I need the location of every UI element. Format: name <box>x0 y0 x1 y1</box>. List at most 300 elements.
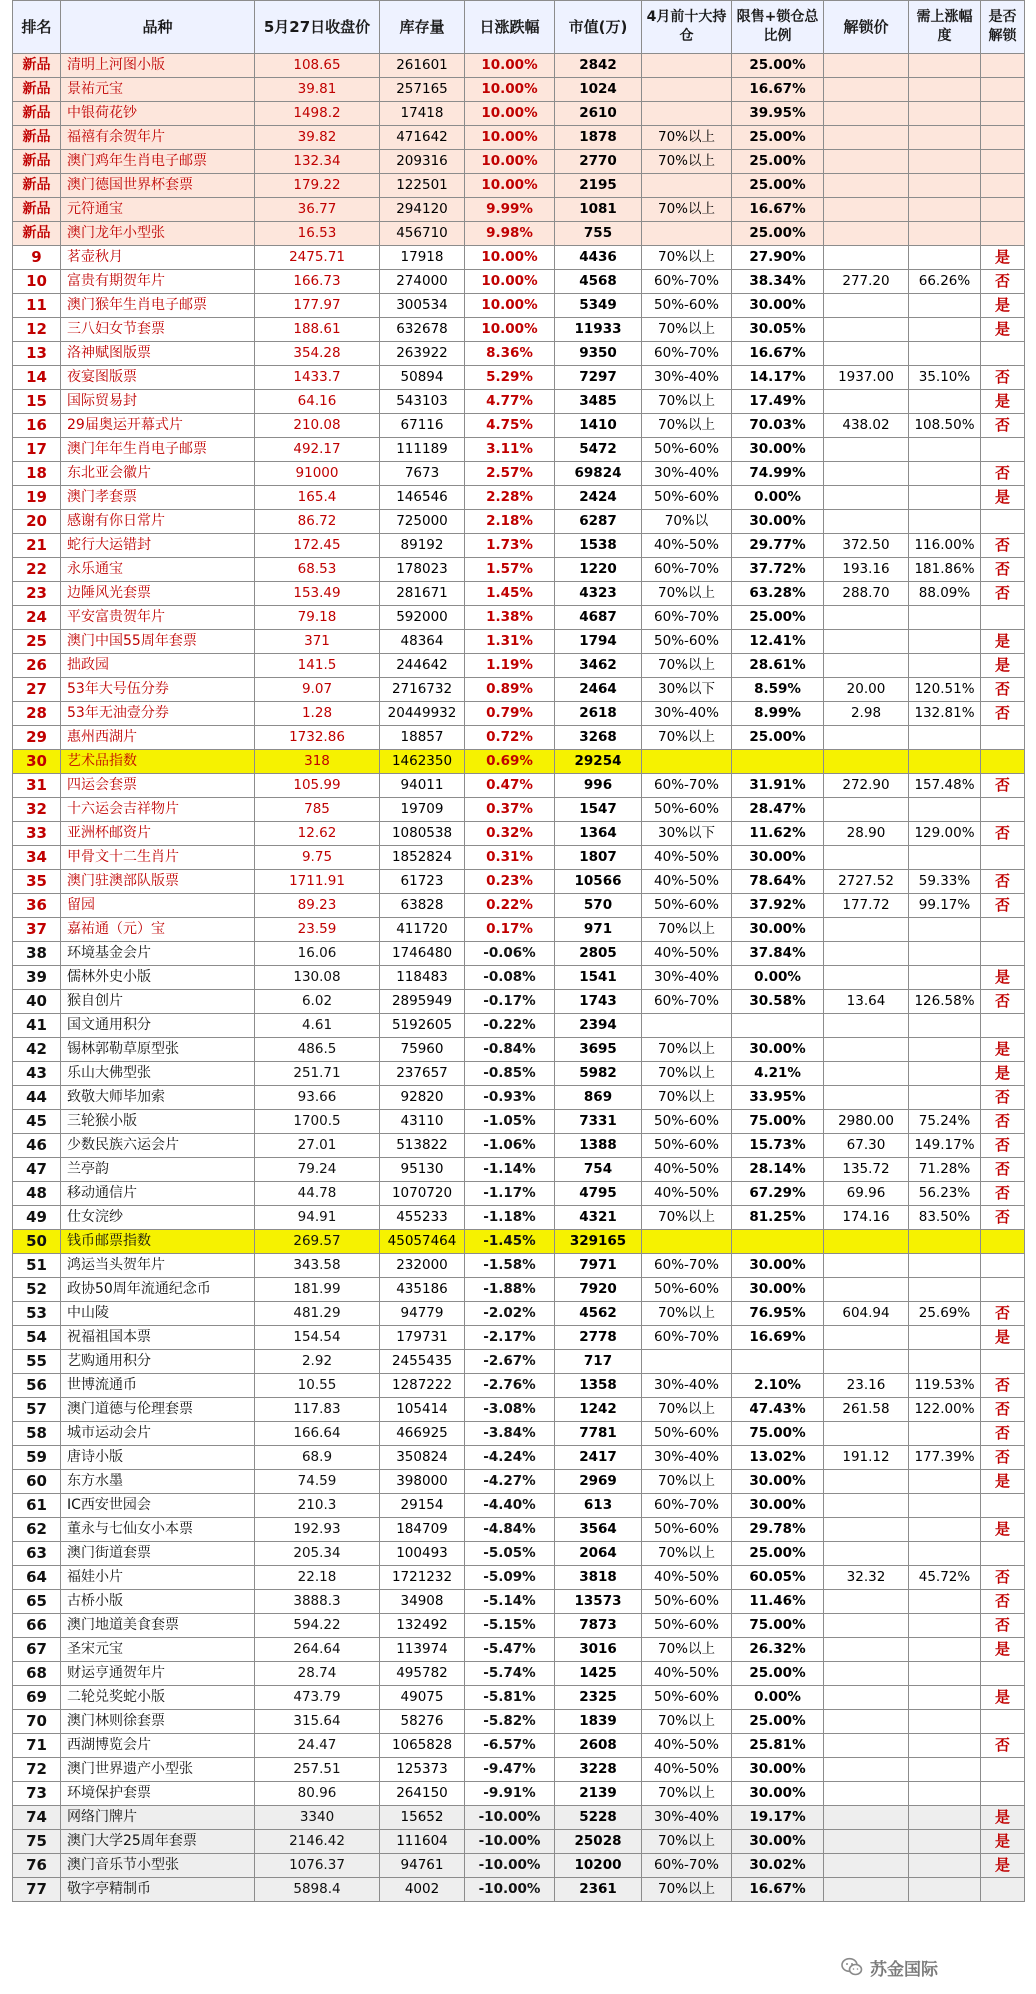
cell-variety: 澳门街道套票 <box>61 1542 255 1566</box>
cell-variety: 53年大号伍分券 <box>61 678 255 702</box>
cell-variety: 国际贸易封 <box>61 390 255 414</box>
cell-restricted-ratio <box>732 750 824 774</box>
cell-close-price: 79.18 <box>255 606 380 630</box>
cell-rank: 47 <box>13 1158 61 1182</box>
cell-rank: 44 <box>13 1086 61 1110</box>
cell-unlocked: 否 <box>981 1422 1025 1446</box>
cell-rank: 新品 <box>13 102 61 126</box>
cell-variety: 致敬大师毕加索 <box>61 1086 255 1110</box>
cell-restricted-ratio: 70.03% <box>732 414 824 438</box>
cell-stock: 7673 <box>380 462 465 486</box>
table-row <box>13 1446 1025 1470</box>
cell-rank: 71 <box>13 1734 61 1758</box>
table-row <box>13 558 1025 582</box>
table-row <box>13 1350 1025 1374</box>
cell-unlocked <box>981 1278 1025 1302</box>
table-row <box>13 1158 1025 1182</box>
cell-unlock-price <box>824 150 909 174</box>
cell-daily-change: 4.77% <box>465 390 555 414</box>
cell-unlock-price <box>824 390 909 414</box>
wechat-icon <box>840 1955 864 1979</box>
cell-daily-change: 10.00% <box>465 54 555 78</box>
cell-required-rise <box>909 942 981 966</box>
cell-required-rise <box>909 1422 981 1446</box>
cell-market-value: 2778 <box>555 1326 642 1350</box>
cell-top10-holdings: 50%-60% <box>642 1278 732 1302</box>
cell-variety: 敬字亭精制币 <box>61 1878 255 1902</box>
cell-stock: 19709 <box>380 798 465 822</box>
cell-unlock-price <box>824 1758 909 1782</box>
cell-required-rise: 83.50% <box>909 1206 981 1230</box>
header-close-price: 5月27日收盘价 <box>255 1 380 54</box>
cell-close-price: 16.06 <box>255 942 380 966</box>
table-body <box>13 54 1025 1902</box>
cell-unlock-price: 193.16 <box>824 558 909 582</box>
cell-restricted-ratio: 2.10% <box>732 1374 824 1398</box>
cell-daily-change: 10.00% <box>465 270 555 294</box>
cell-close-price: 132.34 <box>255 150 380 174</box>
cell-required-rise <box>909 1614 981 1638</box>
cell-top10-holdings: 70%以上 <box>642 1086 732 1110</box>
cell-restricted-ratio: 30.00% <box>732 1830 824 1854</box>
cell-rank: 61 <box>13 1494 61 1518</box>
cell-unlock-price: 272.90 <box>824 774 909 798</box>
table-row <box>13 1494 1025 1518</box>
table-row <box>13 174 1025 198</box>
cell-unlock-price <box>824 222 909 246</box>
table-row <box>13 1422 1025 1446</box>
cell-restricted-ratio: 17.49% <box>732 390 824 414</box>
cell-restricted-ratio: 25.00% <box>732 1662 824 1686</box>
cell-rank: 59 <box>13 1446 61 1470</box>
cell-top10-holdings: 60%-70% <box>642 1326 732 1350</box>
cell-close-price: 210.08 <box>255 414 380 438</box>
cell-unlock-price: 438.02 <box>824 414 909 438</box>
table-row <box>13 414 1025 438</box>
cell-close-price: 68.9 <box>255 1446 380 1470</box>
cell-unlocked <box>981 1230 1025 1254</box>
cell-required-rise: 66.26% <box>909 270 981 294</box>
cell-stock: 45057464 <box>380 1230 465 1254</box>
cell-rank: 新品 <box>13 174 61 198</box>
cell-close-price: 5898.4 <box>255 1878 380 1902</box>
cell-unlock-price <box>824 630 909 654</box>
cell-top10-holdings: 60%-70% <box>642 774 732 798</box>
cell-market-value: 4687 <box>555 606 642 630</box>
cell-daily-change: -0.08% <box>465 966 555 990</box>
table-row <box>13 1830 1025 1854</box>
cell-market-value: 2842 <box>555 54 642 78</box>
cell-unlock-price <box>824 1230 909 1254</box>
table-row <box>13 486 1025 510</box>
cell-unlocked <box>981 174 1025 198</box>
cell-required-rise: 132.81% <box>909 702 981 726</box>
table-row <box>13 126 1025 150</box>
cell-daily-change: -1.58% <box>465 1254 555 1278</box>
cell-unlocked <box>981 222 1025 246</box>
cell-required-rise <box>909 462 981 486</box>
cell-market-value: 5472 <box>555 438 642 462</box>
cell-daily-change: 2.28% <box>465 486 555 510</box>
cell-required-rise <box>909 1230 981 1254</box>
cell-unlocked: 否 <box>981 1374 1025 1398</box>
cell-unlocked <box>981 1542 1025 1566</box>
cell-required-rise: 177.39% <box>909 1446 981 1470</box>
cell-restricted-ratio: 30.00% <box>732 846 824 870</box>
cell-top10-holdings: 40%-50% <box>642 870 732 894</box>
cell-required-rise: 108.50% <box>909 414 981 438</box>
cell-rank: 30 <box>13 750 61 774</box>
cell-variety: 东北亚会徽片 <box>61 462 255 486</box>
cell-required-rise <box>909 1470 981 1494</box>
cell-top10-holdings: 50%-60% <box>642 438 732 462</box>
cell-unlock-price <box>824 1662 909 1686</box>
cell-unlocked: 否 <box>981 822 1025 846</box>
cell-close-price: 91000 <box>255 462 380 486</box>
cell-required-rise <box>909 1662 981 1686</box>
cell-market-value: 1547 <box>555 798 642 822</box>
cell-required-rise <box>909 1878 981 1902</box>
cell-unlock-price: 604.94 <box>824 1302 909 1326</box>
table-row <box>13 966 1025 990</box>
cell-variety: 永乐通宝 <box>61 558 255 582</box>
cell-restricted-ratio: 63.28% <box>732 582 824 606</box>
cell-restricted-ratio: 25.00% <box>732 1542 824 1566</box>
cell-restricted-ratio: 25.00% <box>732 726 824 750</box>
cell-daily-change: -4.40% <box>465 1494 555 1518</box>
cell-market-value: 1220 <box>555 558 642 582</box>
header-rank: 排名 <box>13 1 61 54</box>
cell-unlock-price: 2727.52 <box>824 870 909 894</box>
cell-unlocked: 否 <box>981 1614 1025 1638</box>
cell-required-rise <box>909 918 981 942</box>
cell-daily-change: 4.75% <box>465 414 555 438</box>
cell-market-value: 2361 <box>555 1878 642 1902</box>
cell-variety: 甲骨文十二生肖片 <box>61 846 255 870</box>
cell-unlocked: 否 <box>981 582 1025 606</box>
cell-restricted-ratio: 39.95% <box>732 102 824 126</box>
cell-required-rise <box>909 1806 981 1830</box>
cell-top10-holdings: 50%-60% <box>642 1422 732 1446</box>
cell-rank: 73 <box>13 1782 61 1806</box>
cell-market-value: 755 <box>555 222 642 246</box>
cell-close-price: 154.54 <box>255 1326 380 1350</box>
cell-restricted-ratio: 74.99% <box>732 462 824 486</box>
cell-daily-change: 0.72% <box>465 726 555 750</box>
cell-unlock-price <box>824 1326 909 1350</box>
cell-daily-change: 1.45% <box>465 582 555 606</box>
cell-restricted-ratio: 19.17% <box>732 1806 824 1830</box>
cell-restricted-ratio: 30.58% <box>732 990 824 1014</box>
cell-unlocked <box>981 78 1025 102</box>
cell-variety: 富贵有期贺年片 <box>61 270 255 294</box>
cell-unlocked: 否 <box>981 1446 1025 1470</box>
cell-required-rise <box>909 78 981 102</box>
cell-unlocked: 否 <box>981 1134 1025 1158</box>
cell-restricted-ratio: 75.00% <box>732 1422 824 1446</box>
cell-variety: 四运会套票 <box>61 774 255 798</box>
cell-stock: 2895949 <box>380 990 465 1014</box>
cell-unlock-price <box>824 1854 909 1878</box>
cell-close-price: 108.65 <box>255 54 380 78</box>
cell-required-rise <box>909 198 981 222</box>
cell-unlock-price <box>824 1638 909 1662</box>
cell-rank: 23 <box>13 582 61 606</box>
cell-variety: 澳门中国55周年套票 <box>61 630 255 654</box>
cell-restricted-ratio: 28.61% <box>732 654 824 678</box>
cell-stock: 244642 <box>380 654 465 678</box>
cell-daily-change: 2.18% <box>465 510 555 534</box>
cell-daily-change: 1.38% <box>465 606 555 630</box>
cell-unlock-price <box>824 918 909 942</box>
cell-rank: 52 <box>13 1278 61 1302</box>
cell-daily-change: -1.18% <box>465 1206 555 1230</box>
cell-market-value: 3228 <box>555 1758 642 1782</box>
cell-top10-holdings: 30%-40% <box>642 1374 732 1398</box>
table-row <box>13 750 1025 774</box>
cell-close-price: 9.75 <box>255 846 380 870</box>
cell-restricted-ratio: 81.25% <box>732 1206 824 1230</box>
cell-market-value: 4436 <box>555 246 642 270</box>
cell-close-price: 1732.86 <box>255 726 380 750</box>
cell-daily-change: -5.81% <box>465 1686 555 1710</box>
cell-required-rise <box>909 342 981 366</box>
table-row <box>13 870 1025 894</box>
cell-stock: 1070720 <box>380 1182 465 1206</box>
cell-close-price: 166.73 <box>255 270 380 294</box>
cell-market-value: 3564 <box>555 1518 642 1542</box>
cell-unlocked <box>981 126 1025 150</box>
cell-restricted-ratio: 28.47% <box>732 798 824 822</box>
cell-stock: 94761 <box>380 1854 465 1878</box>
cell-variety: 东方水墨 <box>61 1470 255 1494</box>
cell-daily-change: 0.22% <box>465 894 555 918</box>
cell-required-rise <box>909 606 981 630</box>
cell-market-value: 971 <box>555 918 642 942</box>
cell-market-value: 1081 <box>555 198 642 222</box>
cell-unlocked <box>981 1758 1025 1782</box>
cell-top10-holdings: 70%以上 <box>642 390 732 414</box>
cell-close-price: 1076.37 <box>255 1854 380 1878</box>
cell-required-rise <box>909 726 981 750</box>
cell-top10-holdings <box>642 750 732 774</box>
cell-close-price: 486.5 <box>255 1038 380 1062</box>
cell-variety: 元符通宝 <box>61 198 255 222</box>
cell-close-price: 79.24 <box>255 1158 380 1182</box>
cell-close-price: 371 <box>255 630 380 654</box>
cell-close-price: 1498.2 <box>255 102 380 126</box>
cell-rank: 66 <box>13 1614 61 1638</box>
cell-rank: 43 <box>13 1062 61 1086</box>
cell-daily-change: -1.14% <box>465 1158 555 1182</box>
cell-required-rise: 129.00% <box>909 822 981 846</box>
cell-market-value: 4321 <box>555 1206 642 1230</box>
cell-market-value: 1839 <box>555 1710 642 1734</box>
cell-stock: 294120 <box>380 198 465 222</box>
cell-stock: 111604 <box>380 1830 465 1854</box>
cell-close-price: 117.83 <box>255 1398 380 1422</box>
cell-close-price: 23.59 <box>255 918 380 942</box>
cell-unlock-price: 261.58 <box>824 1398 909 1422</box>
cell-restricted-ratio: 60.05% <box>732 1566 824 1590</box>
cell-daily-change: -0.22% <box>465 1014 555 1038</box>
cell-unlock-price <box>824 654 909 678</box>
cell-variety: 澳门道德与伦理套票 <box>61 1398 255 1422</box>
cell-unlocked: 否 <box>981 1206 1025 1230</box>
cell-daily-change: 0.17% <box>465 918 555 942</box>
cell-unlock-price <box>824 1590 909 1614</box>
cell-market-value: 2610 <box>555 102 642 126</box>
cell-market-value: 1425 <box>555 1662 642 1686</box>
cell-restricted-ratio: 37.92% <box>732 894 824 918</box>
cell-variety: 嘉祐通（元）宝 <box>61 918 255 942</box>
cell-rank: 42 <box>13 1038 61 1062</box>
cell-daily-change: -10.00% <box>465 1878 555 1902</box>
header-market-value: 市值(万) <box>555 1 642 54</box>
cell-close-price: 2146.42 <box>255 1830 380 1854</box>
cell-top10-holdings: 30%-40% <box>642 462 732 486</box>
cell-top10-holdings: 70%以上 <box>642 654 732 678</box>
cell-restricted-ratio: 16.67% <box>732 198 824 222</box>
cell-market-value: 1410 <box>555 414 642 438</box>
watermark <box>840 1952 1016 1982</box>
table-row <box>13 54 1025 78</box>
cell-top10-holdings: 30%-40% <box>642 1446 732 1470</box>
cell-restricted-ratio: 30.00% <box>732 1758 824 1782</box>
cell-unlock-price <box>824 102 909 126</box>
cell-stock: 725000 <box>380 510 465 534</box>
cell-rank: 60 <box>13 1470 61 1494</box>
cell-market-value: 717 <box>555 1350 642 1374</box>
cell-unlock-price: 1937.00 <box>824 366 909 390</box>
cell-close-price: 153.49 <box>255 582 380 606</box>
cell-unlocked: 是 <box>981 486 1025 510</box>
cell-stock: 17918 <box>380 246 465 270</box>
cell-unlocked: 否 <box>981 414 1025 438</box>
cell-stock: 125373 <box>380 1758 465 1782</box>
cell-stock: 43110 <box>380 1110 465 1134</box>
cell-unlock-price <box>824 1782 909 1806</box>
cell-top10-holdings: 40%-50% <box>642 1182 732 1206</box>
cell-rank: 36 <box>13 894 61 918</box>
cell-top10-holdings <box>642 102 732 126</box>
cell-unlocked: 否 <box>981 1158 1025 1182</box>
cell-market-value: 2770 <box>555 150 642 174</box>
cell-daily-change: 2.57% <box>465 462 555 486</box>
cell-restricted-ratio: 37.72% <box>732 558 824 582</box>
header-stock: 库存量 <box>380 1 465 54</box>
cell-restricted-ratio: 4.21% <box>732 1062 824 1086</box>
cell-stock: 61723 <box>380 870 465 894</box>
cell-market-value: 3268 <box>555 726 642 750</box>
cell-close-price: 22.18 <box>255 1566 380 1590</box>
cell-top10-holdings <box>642 222 732 246</box>
table-row <box>13 438 1025 462</box>
cell-unlock-price <box>824 1470 909 1494</box>
cell-market-value: 1388 <box>555 1134 642 1158</box>
cell-daily-change: 1.57% <box>465 558 555 582</box>
cell-top10-holdings: 50%-60% <box>642 294 732 318</box>
cell-unlocked <box>981 1662 1025 1686</box>
cell-required-rise <box>909 846 981 870</box>
cell-close-price: 9.07 <box>255 678 380 702</box>
cell-rank: 76 <box>13 1854 61 1878</box>
cell-unlocked: 是 <box>981 1638 1025 1662</box>
cell-stock: 94011 <box>380 774 465 798</box>
cell-daily-change: -9.47% <box>465 1758 555 1782</box>
cell-top10-holdings: 40%-50% <box>642 534 732 558</box>
cell-rank: 68 <box>13 1662 61 1686</box>
cell-required-rise <box>909 1638 981 1662</box>
cell-required-rise <box>909 1494 981 1518</box>
cell-market-value: 1541 <box>555 966 642 990</box>
cell-daily-change: 9.99% <box>465 198 555 222</box>
cell-top10-holdings: 70%以上 <box>642 918 732 942</box>
cell-unlock-price: 135.72 <box>824 1158 909 1182</box>
table-row <box>13 1710 1025 1734</box>
cell-restricted-ratio: 37.84% <box>732 942 824 966</box>
cell-restricted-ratio: 16.69% <box>732 1326 824 1350</box>
cell-restricted-ratio: 33.95% <box>732 1086 824 1110</box>
cell-stock: 281671 <box>380 582 465 606</box>
cell-unlocked <box>981 846 1025 870</box>
cell-stock: 1065828 <box>380 1734 465 1758</box>
cell-daily-change: -10.00% <box>465 1854 555 1878</box>
cell-close-price: 130.08 <box>255 966 380 990</box>
cell-daily-change: 10.00% <box>465 78 555 102</box>
cell-unlocked: 是 <box>981 294 1025 318</box>
cell-stock: 15652 <box>380 1806 465 1830</box>
cell-close-price: 172.45 <box>255 534 380 558</box>
table-row <box>13 1782 1025 1806</box>
cell-close-price: 10.55 <box>255 1374 380 1398</box>
cell-required-rise <box>909 102 981 126</box>
cell-daily-change: -4.24% <box>465 1446 555 1470</box>
cell-top10-holdings: 60%-70% <box>642 342 732 366</box>
cell-variety: 三八妇女节套票 <box>61 318 255 342</box>
cell-required-rise <box>909 246 981 270</box>
cell-unlocked: 否 <box>981 1110 1025 1134</box>
cell-stock: 122501 <box>380 174 465 198</box>
cell-close-price: 264.64 <box>255 1638 380 1662</box>
cell-market-value: 1538 <box>555 534 642 558</box>
cell-daily-change: -3.08% <box>465 1398 555 1422</box>
cell-daily-change: -2.17% <box>465 1326 555 1350</box>
table-row <box>13 942 1025 966</box>
cell-top10-holdings <box>642 174 732 198</box>
cell-top10-holdings: 50%-60% <box>642 1590 732 1614</box>
cell-stock: 29154 <box>380 1494 465 1518</box>
cell-close-price: 28.74 <box>255 1662 380 1686</box>
cell-required-rise <box>909 1350 981 1374</box>
cell-unlocked: 是 <box>981 1038 1025 1062</box>
cell-stock: 455233 <box>380 1206 465 1230</box>
cell-top10-holdings: 70%以上 <box>642 1878 732 1902</box>
cell-stock: 75960 <box>380 1038 465 1062</box>
cell-top10-holdings: 60%-70% <box>642 270 732 294</box>
table-row <box>13 1542 1025 1566</box>
cell-close-price: 179.22 <box>255 174 380 198</box>
cell-market-value: 7873 <box>555 1614 642 1638</box>
cell-unlock-price <box>824 1422 909 1446</box>
cell-required-rise <box>909 438 981 462</box>
cell-required-rise <box>909 1038 981 1062</box>
cell-rank: 16 <box>13 414 61 438</box>
cell-unlocked <box>981 726 1025 750</box>
cell-top10-holdings: 70%以上 <box>642 1710 732 1734</box>
cell-variety: 祝福祖国本票 <box>61 1326 255 1350</box>
table-row <box>13 1110 1025 1134</box>
